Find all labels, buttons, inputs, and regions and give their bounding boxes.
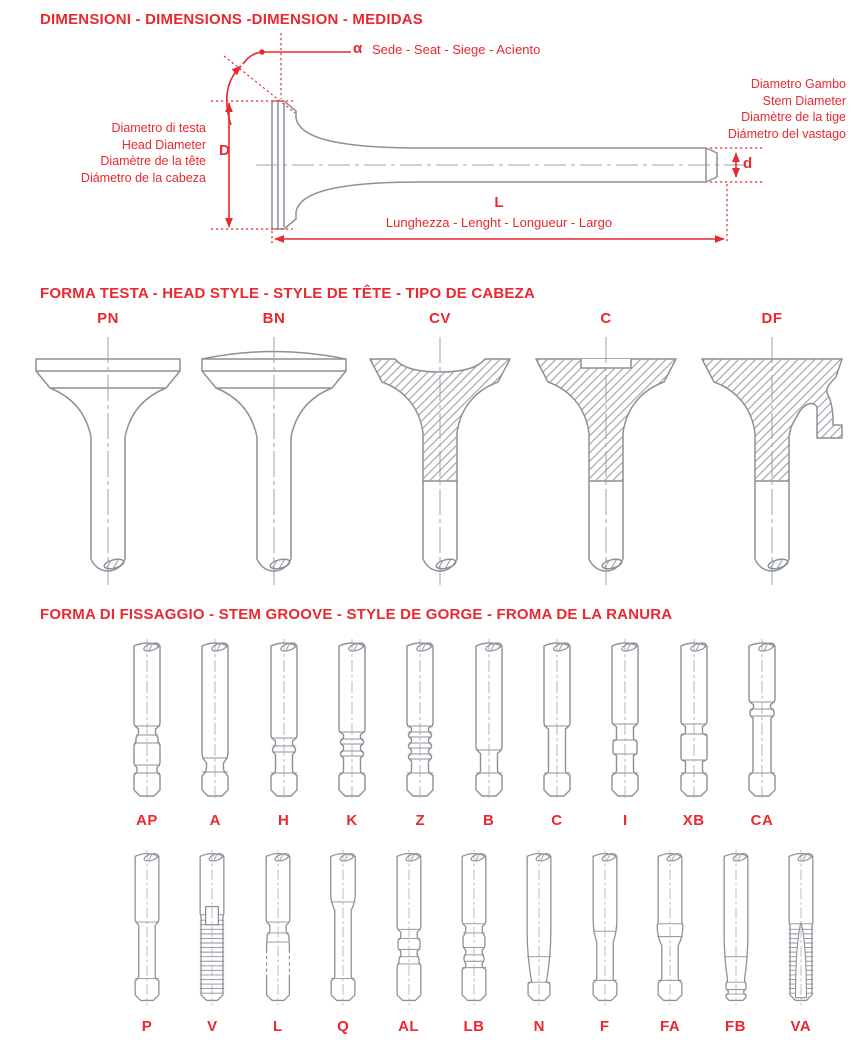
head-style-code: C [600,310,612,327]
stem-drawing-CA [728,638,796,802]
stem-groove-code: B [482,812,495,829]
stem-drawing-V [181,849,243,1006]
stem-drawing-Q [312,849,374,1006]
stem-groove-FB [705,849,767,1035]
head-style-DF [689,310,855,595]
stem-groove-B [455,638,523,829]
stem-drawing-AL [378,849,440,1006]
stem-groove-code: C [551,812,563,829]
stem-groove-code: A [209,812,221,829]
stem-drawing-VA [770,849,832,1006]
head-diameter-line-es: Diámetro de la cabeza [80,170,206,185]
stem-drawing-A [181,638,249,802]
head-diameter-line-en: Head Diameter [121,137,206,152]
stem-diameter-line-it: Diametro Gambo [750,77,846,91]
stem-diameter-line-en: Stem Diameter [762,93,846,108]
stem-grooves-row1 [113,638,796,829]
stem-groove-code: AP [136,812,158,829]
stem-groove-L [247,849,309,1035]
stem-drawing-FB [705,849,767,1006]
stem-groove-code: L [272,1018,283,1035]
stem-drawing-K [318,638,386,802]
seat-label: Sede - Seat - Siege - Acìento [372,42,541,57]
stem-diameter-label [728,76,846,142]
stem-groove-code: FB [725,1018,747,1035]
stem-groove-AP [113,638,181,829]
stem-drawing-XB [660,638,728,802]
stem-groove-N [508,849,570,1035]
head-style-PN [25,310,191,595]
stem-groove-code: I [622,812,628,829]
head-style-BN [191,310,357,595]
stem-groove-Z [386,638,454,829]
stem-groove-AL [378,849,440,1035]
df-valve-drawing [689,337,855,595]
stem-drawing-B [455,638,523,802]
head-style-code: DF [761,310,783,327]
stem-groove-CA [728,638,796,829]
stem-groove-XB [660,638,728,829]
stem-groove-H [250,638,318,829]
stem-groove-LB [443,849,505,1035]
stem-drawing-I [591,638,659,802]
stem-groove-code: N [533,1018,546,1035]
stem-drawing-C [523,638,591,802]
head-diameter-line-fr: Diamètre de la tête [100,154,206,168]
stem-groove-I [591,638,659,829]
head-style-code: BN [262,310,286,327]
stem-diameter-line-es: Diámetro del vastago [727,126,846,141]
stem-groove-K [318,638,386,829]
head-diameter-line-it: Diametro di testa [111,121,206,135]
stem-drawing-Z [386,638,454,802]
stem-groove-code: F [599,1018,610,1035]
seat-angle-arrow [227,66,241,125]
stem-groove-code: Z [415,812,426,829]
cv-valve-drawing [357,337,523,595]
length-symbol: L [494,194,504,211]
stem-groove-A [181,638,249,829]
stem-groove-code: H [277,812,290,829]
stem-groove-Q [312,849,374,1035]
pn-valve-drawing [25,337,191,595]
c-valve-drawing [523,337,689,595]
stem-drawing-AP [113,638,181,802]
seat-angle-symbol: α [353,40,363,57]
head-styles-title: FORMA TESTA - HEAD STYLE - STYLE DE TÊTE - TIPO DE CABEZA [40,285,536,302]
stem-groove-P [116,849,178,1035]
stem-groove-VA [770,849,832,1035]
stem-groove-F [574,849,636,1035]
stem-groove-code: CA [750,812,774,829]
stem-grooves-row2 [116,849,832,1035]
stem-drawing-F [574,849,636,1006]
head-styles-row [25,310,855,595]
stem-groove-code: VA [790,1018,812,1035]
stem-drawing-H [250,638,318,802]
head-style-CV [357,310,523,595]
head-diameter-label [81,120,206,186]
dimensions-title: DIMENSIONI - DIMENSIONS -DIMENSION - MEDIDAS [40,11,423,28]
head-style-code: CV [429,310,451,327]
stem-drawing-LB [443,849,505,1006]
stem-groove-code: FA [660,1018,681,1035]
bn-valve-drawing [191,337,357,595]
stem-grooves-title: FORMA DI FISSAGGIO - STEM GROOVE - STYLE DE GORGE - FROMA DE LA RANURA [40,606,673,623]
dimension-annotations [211,33,765,244]
stem-drawing-N [508,849,570,1006]
stem-groove-code: Q [337,1018,350,1035]
stem-groove-FA [639,849,701,1035]
stem-groove-code: XB [682,812,705,829]
head-style-code: PN [97,310,119,327]
stem-groove-code: K [346,812,358,829]
stem-diameter-symbol: d [743,155,753,172]
length-label: Lunghezza - Lenght - Longueur - Largo [385,215,613,230]
stem-groove-C [523,638,591,829]
stem-groove-code: AL [398,1018,420,1035]
stem-groove-V [181,849,243,1035]
stem-groove-code: LB [463,1018,485,1035]
head-style-C [523,310,689,595]
stem-diameter-line-fr: Diamètre de la tige [741,110,846,124]
stem-groove-code: P [141,1018,153,1035]
stem-drawing-L [247,849,309,1006]
stem-groove-code: V [207,1018,218,1035]
head-diameter-symbol: D [219,142,230,159]
stem-drawing-P [116,849,178,1006]
stem-drawing-FA [639,849,701,1006]
